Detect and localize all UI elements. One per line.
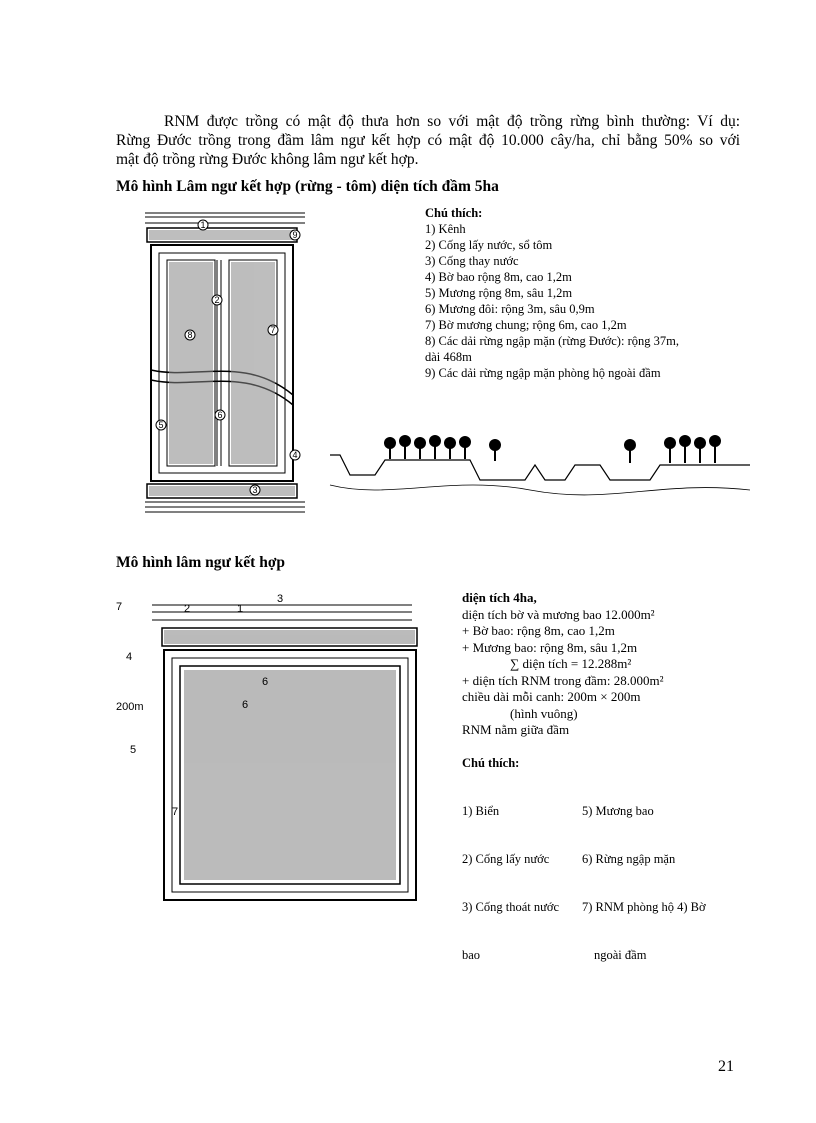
legend-title: Chú thích: bbox=[462, 756, 520, 770]
diagram-label-6a: 6 bbox=[262, 676, 269, 688]
legend-col-2 bbox=[582, 771, 742, 995]
diagram-label-5: 5 bbox=[130, 744, 137, 756]
legend-item: dài 468m bbox=[425, 350, 472, 364]
legend-col-1 bbox=[462, 771, 580, 995]
section2-heading: Mô hình lâm ngư kết hợp bbox=[116, 554, 286, 571]
legend-item: 2) Cống lấy nước bbox=[462, 852, 550, 866]
legend-item: bao bbox=[462, 948, 481, 962]
legend-item: 9) Các dải rừng ngập mặn phòng hộ ngoài đầm bbox=[425, 366, 661, 380]
plan-label-3: 3 bbox=[252, 485, 258, 495]
paragraph-line-2: Rừng Đước trồng trong đầm lâm ngư kết hợp có mật độ 10.000 cây/ha, chỉ bằng 50% so với bbox=[116, 132, 740, 149]
info-line: + Mương bao: rộng 8m, sâu 1,2m bbox=[462, 639, 638, 655]
section2-info bbox=[462, 590, 664, 739]
section1-heading: Mô hình Lâm ngư kết hợp (rừng - tôm) diện tích đầm 5ha bbox=[116, 178, 499, 195]
legend-item: 6) Mương đôi: rộng 3m, sâu 0,9m bbox=[425, 302, 595, 316]
info-line: + Bờ bao: rộng 8m, cao 1,2m bbox=[462, 623, 615, 638]
legend-item: 5) Mương rộng 8m, sâu 1,2m bbox=[425, 286, 573, 300]
plan-label-7: 7 bbox=[270, 325, 276, 335]
diagram-label-7: 7 bbox=[116, 601, 123, 613]
legend-item: 3) Cống thay nước bbox=[425, 254, 519, 268]
diagram-label-2: 2 bbox=[184, 603, 191, 615]
diagram-size-label: 200m bbox=[116, 701, 144, 713]
section1-legend bbox=[425, 205, 679, 381]
legend-item: 8) Các dải rừng ngập mặn (rừng Đước): rộng 37m, bbox=[425, 334, 679, 348]
plan-label-9: 9 bbox=[292, 230, 298, 240]
pond-plan-diagram bbox=[145, 210, 325, 515]
info-line: + diện tích RNM trong đầm: 28.000m² bbox=[462, 672, 664, 688]
legend-item: 1) Biển bbox=[462, 804, 500, 818]
section2-legend bbox=[462, 755, 742, 995]
legend-item: 6) Rừng ngập mặn bbox=[582, 852, 676, 866]
legend-item: 7) Bờ mương chung; rộng 6m, cao 1,2m bbox=[425, 318, 627, 332]
diagram-label-3: 3 bbox=[277, 593, 284, 605]
legend-columns bbox=[462, 771, 742, 995]
page-number: 21 bbox=[718, 1058, 734, 1075]
legend-title: Chú thích: bbox=[425, 206, 483, 220]
info-title: diện tích 4ha, bbox=[462, 590, 537, 605]
paragraph-line-3: mật độ trồng rừng Đước không lâm ngư kết hợp. bbox=[116, 151, 419, 168]
info-line: chiều dài mỗi canh: 200m × 200m bbox=[462, 689, 641, 704]
plan-label-1: 1 bbox=[200, 220, 206, 230]
diagram-label-4: 4 bbox=[126, 651, 133, 663]
plan-label-2: 2 bbox=[214, 295, 220, 305]
cross-section-diagram bbox=[330, 425, 755, 515]
info-line: RNM nằm giữa đầm bbox=[462, 722, 570, 737]
legend-item: 1) Kênh bbox=[425, 222, 466, 236]
legend-item: 5) Mương bao bbox=[582, 804, 654, 818]
diagram-label-6b: 6 bbox=[242, 699, 249, 711]
legend-item: 4) Bờ bao rộng 8m, cao 1,2m bbox=[425, 270, 572, 284]
info-line: ∑ diện tích = 12.288m² bbox=[510, 656, 632, 671]
diagram-label-1: 1 bbox=[237, 603, 244, 615]
info-line: (hình vuông) bbox=[510, 705, 578, 721]
plan-label-6: 6 bbox=[217, 410, 223, 420]
legend-item: 2) Cống lấy nước, sổ tôm bbox=[425, 238, 553, 252]
plan-label-8: 8 bbox=[187, 330, 193, 340]
intro-paragraph bbox=[116, 112, 740, 169]
legend-item: ngoài đầm bbox=[594, 948, 647, 962]
legend-item: 7) RNM phòng hộ 4) Bờ bbox=[582, 900, 706, 914]
square-pond-diagram bbox=[112, 590, 457, 910]
paragraph-line-1: RNM được trồng có mật độ thưa hơn so với mật độ trồng rừng bình thường: Ví dụ: bbox=[164, 113, 740, 130]
diagram-label-7b: 7 bbox=[172, 806, 179, 818]
plan-label-4: 4 bbox=[292, 450, 298, 460]
plan-label-5: 5 bbox=[158, 420, 164, 430]
legend-item: 3) Cống thoát nước bbox=[462, 900, 560, 914]
info-line: diện tích bờ và mương bao 12.000m² bbox=[462, 606, 655, 622]
